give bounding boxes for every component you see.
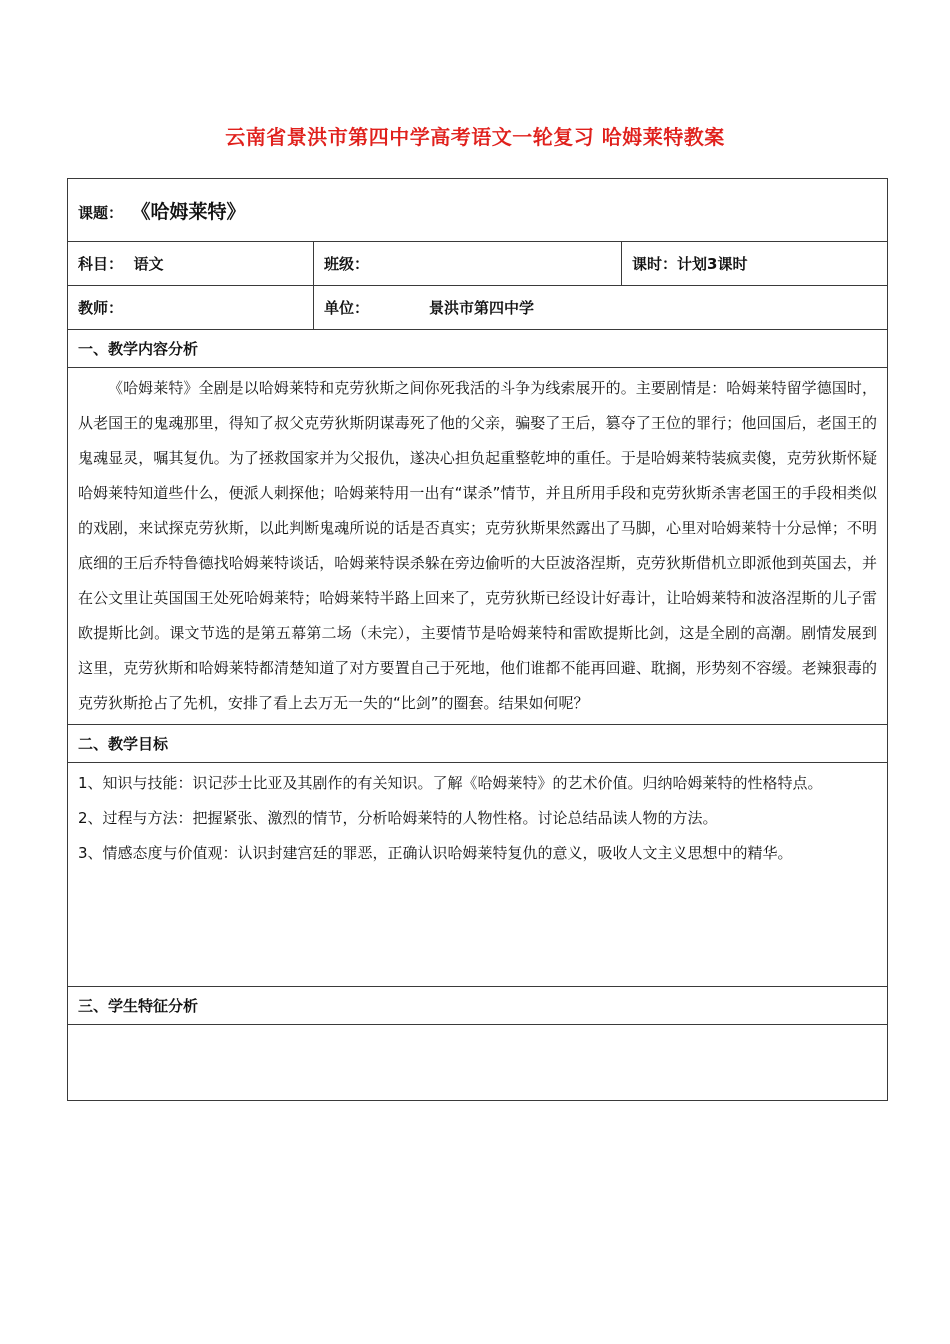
document-title: 云南省景洪市第四中学高考语文一轮复习 哈姆莱特教案 [225, 125, 725, 149]
student-analysis-cell [68, 1025, 888, 1101]
teacher-label: 教师： [78, 299, 124, 317]
subject-value: 语文 [133, 255, 164, 273]
subject-label: 科目： [78, 255, 124, 273]
section3-body-row [68, 1025, 888, 1101]
goal-item: 3、情感态度与价值观：认识封建宫廷的罪恶，正确认识哈姆莱特复仇的意义，吸收人文主义思想中的精华。 [78, 844, 793, 862]
hours-value: 计划3课时 [677, 255, 748, 273]
topic-label: 课题： [78, 203, 124, 222]
lesson-plan-table [67, 178, 888, 1101]
goal-item: 1、知识与技能：识记莎士比亚及其剧作的有关知识。了解《哈姆莱特》的艺术价值。归纳哈姆莱特的性格特点。 [78, 774, 823, 792]
info-row-2 [68, 286, 888, 330]
topic-cell [68, 179, 888, 242]
section1-heading-row [68, 330, 888, 368]
section2-body-row [68, 763, 888, 987]
goal-item: 2、过程与方法：把握紧张、激烈的情节，分析哈姆莱特的人物性格。讨论总结品读人物的方法。 [78, 809, 718, 827]
class-cell [314, 242, 622, 286]
unit-cell [314, 286, 888, 330]
section1-body-cell [68, 368, 888, 725]
class-label: 班级： [324, 255, 370, 273]
info-row-1 [68, 242, 888, 286]
topic-title: 《哈姆莱特》 [141, 200, 246, 223]
content-analysis-paragraph: 《哈姆莱特》全剧是以哈姆莱特和克劳狄斯之间你死我活的斗争为线索展开的。主要剧情是：哈姆莱特留学德国时，从老国王的鬼魂那里，得知了叔父克劳狄斯阴谋毒死了他的父亲，骗娶了王后，篡夺了王位的罪行；他回国后，老国王的鬼魂显灵，嘱其复仇。为了拯救国家并为父报仇，遂决心担负起重整乾坤的重任。于是哈姆莱特装疯卖傻，克劳狄斯怀疑哈姆莱特知道些什么，便派人刺探他；哈姆莱特用一出有“谋杀”情节，并且所用手段和克劳狄斯杀害老国王的手段相类似的戏剧，来试探克劳狄斯，以此判断鬼魂所说的话是否真实；克劳狄斯果然露出了马脚，心里对哈姆莱特十分忌惮；不明底细的王后乔特鲁德找哈姆莱特谈话，哈姆莱特误杀躲在旁边偷听的大臣波洛涅斯，克劳狄斯借机立即派他到英国去，并在公文里让英国国王处死哈姆莱特；哈姆莱特半路上回来了，克劳狄斯已经设计好毒计，让哈姆莱特和波洛涅斯的儿子雷欧提斯比剑。课文节选的是第五幕第二场（未完），主要情节是哈姆莱特和雷欧提斯比剑，这是全剧的高潮。剧情发展到这里，克劳狄斯和哈姆莱特都清楚知道了对方要置自己于死地，他们谁都不能再回避、耽搁，形势刻不容缓。老辣狠毒的克劳狄斯抢占了先机，安排了看上去万无一失的“比剑”的圈套。结果如何呢？ [78, 379, 877, 712]
subject-cell [68, 242, 314, 286]
teacher-cell [68, 286, 314, 330]
section1-body-row [68, 368, 888, 725]
section2-heading-row [68, 725, 888, 763]
section3-heading-row [68, 987, 888, 1025]
section3-heading: 三、学生特征分析 [68, 987, 888, 1025]
unit-label: 单位： [324, 299, 370, 317]
hours-cell [622, 242, 888, 286]
section2-heading: 二、教学目标 [68, 725, 888, 763]
teaching-goals-cell [68, 763, 888, 987]
section1-heading: 一、教学内容分析 [68, 330, 888, 368]
unit-value: 景洪市第四中学 [429, 299, 535, 317]
hours-label: 课时： [632, 255, 678, 273]
topic-row [68, 179, 888, 242]
